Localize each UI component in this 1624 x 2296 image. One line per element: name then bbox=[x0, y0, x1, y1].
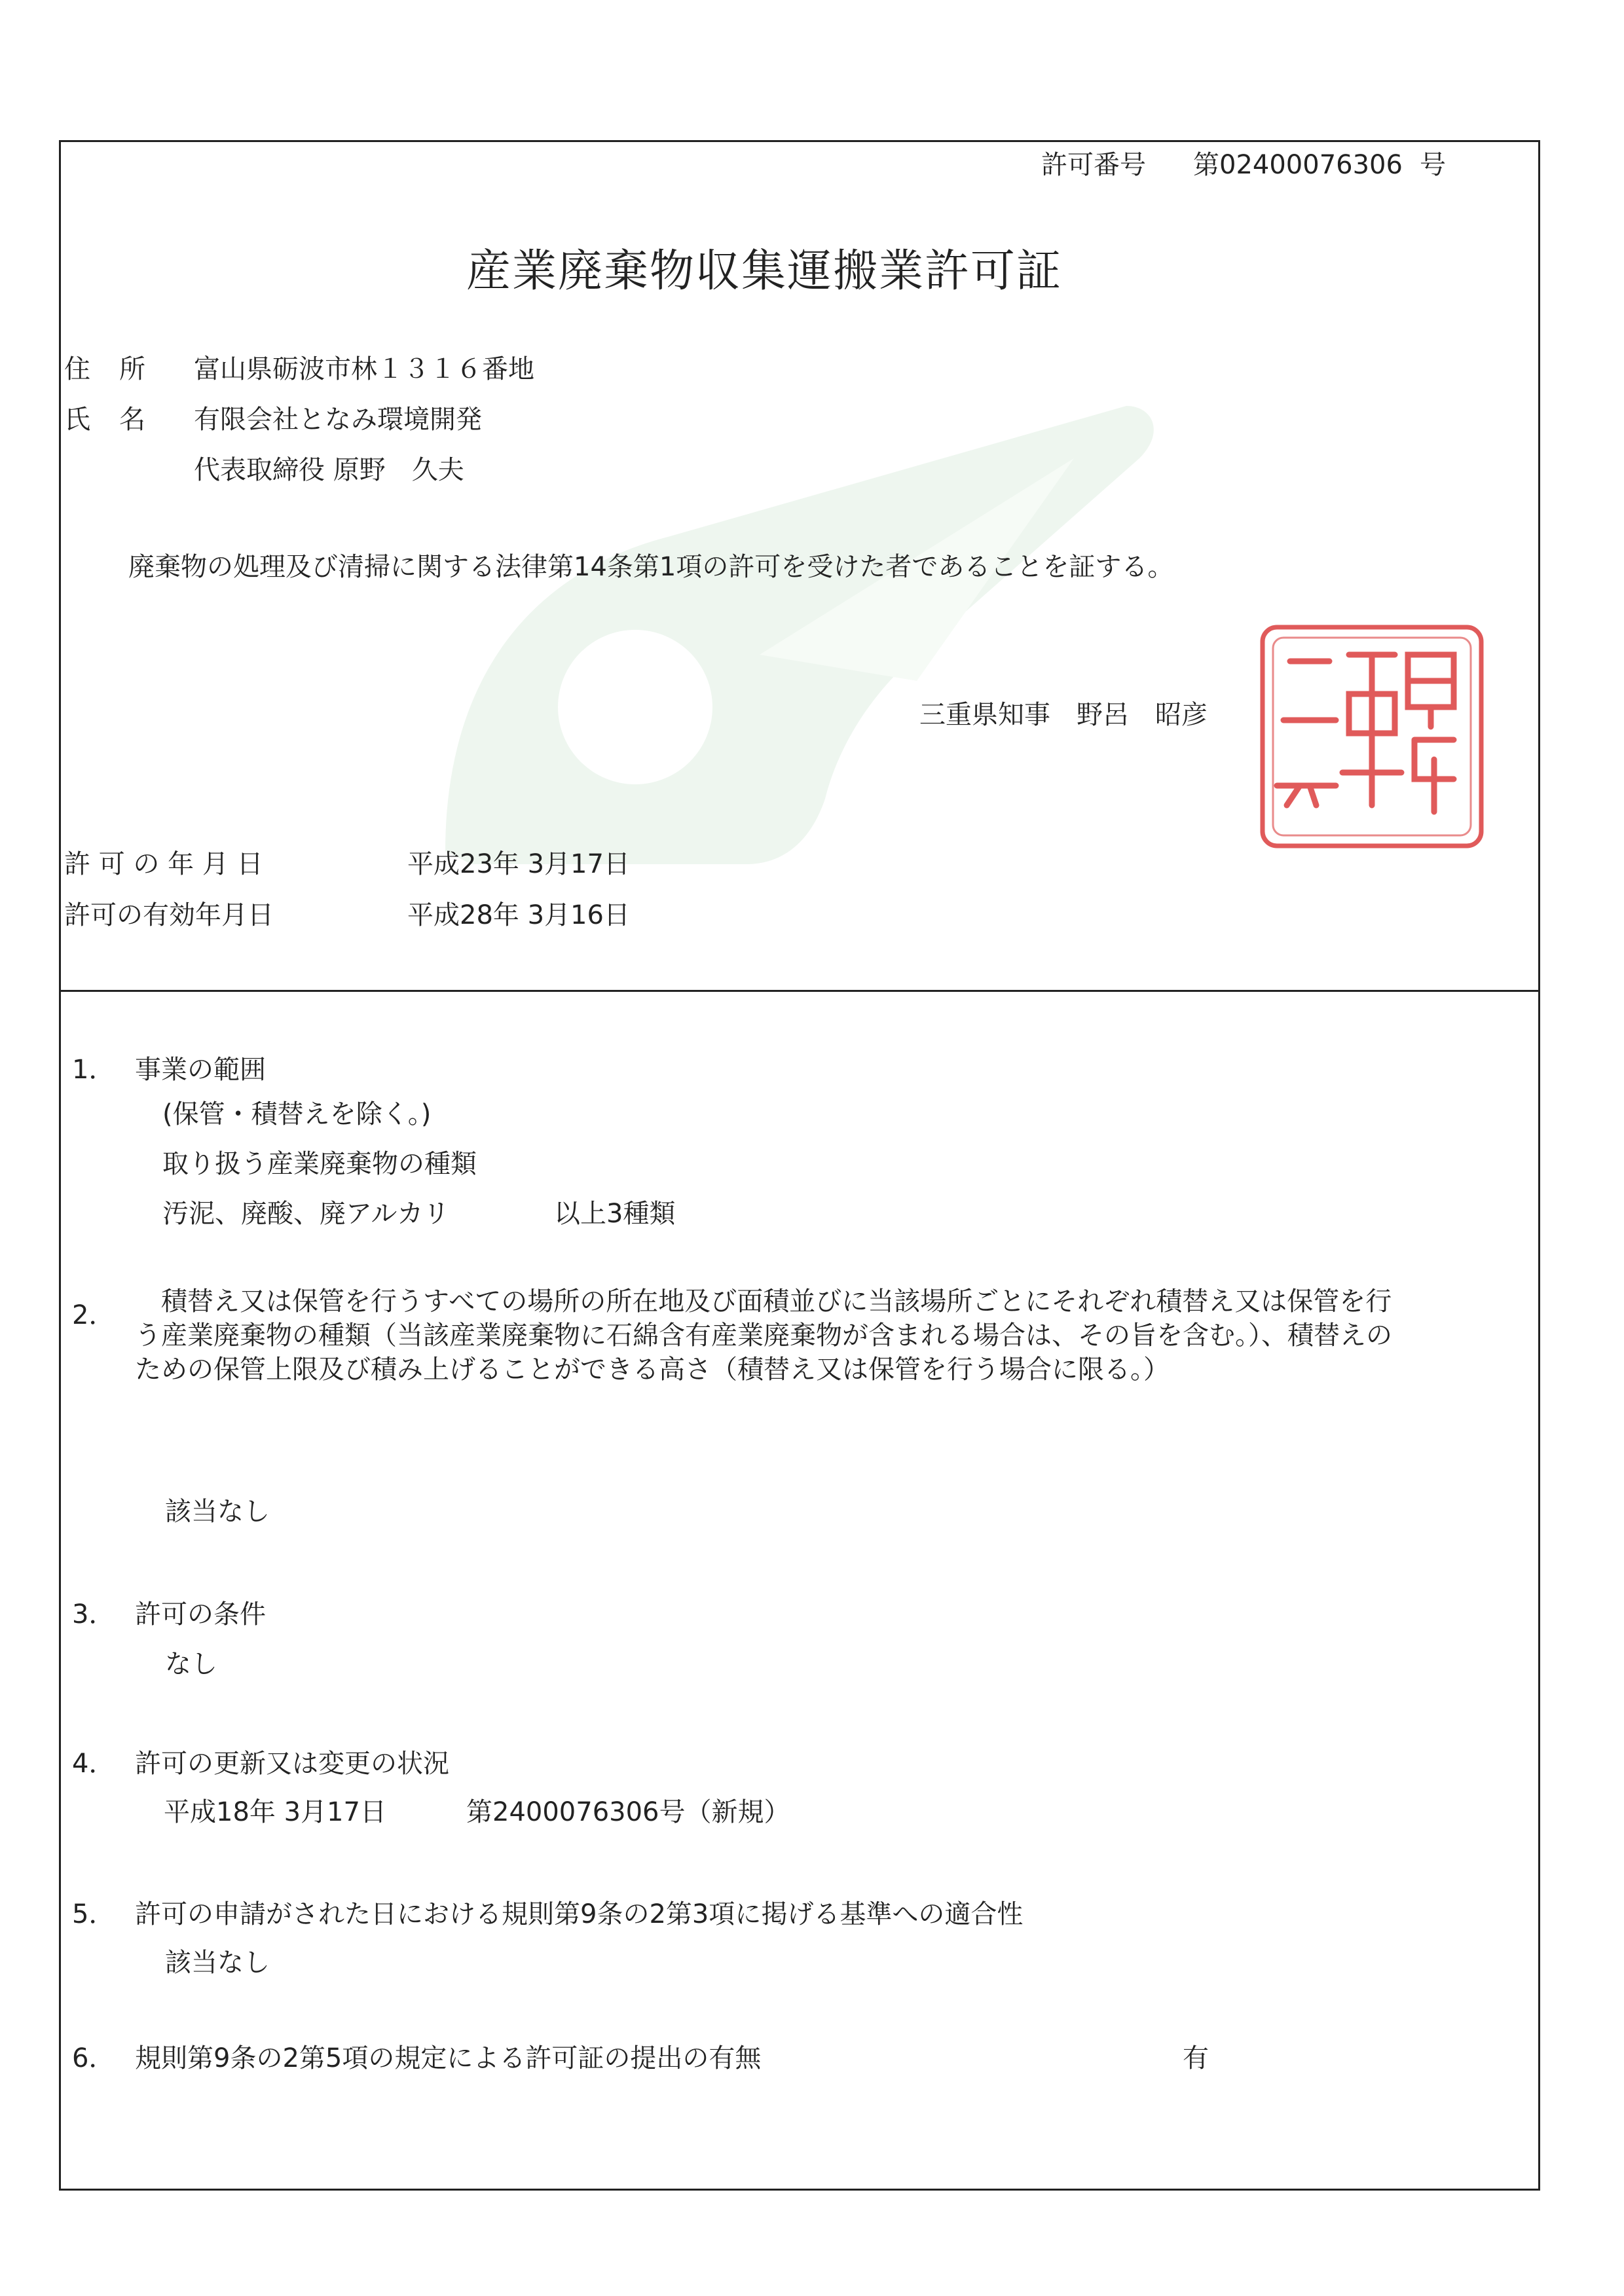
section-1-number: 1． bbox=[72, 1055, 115, 1085]
section-6-title: 規則第9条の2第5項の規定による許可証の提出の有無 bbox=[135, 2043, 762, 2073]
name-label-1: 氏 bbox=[64, 405, 90, 435]
section-1-line: 取り扱う産業廃棄物の種類 bbox=[162, 1149, 477, 1179]
section-1-line: (保管・積替えを除く。) bbox=[162, 1099, 432, 1129]
section-1-title: 事業の範囲 bbox=[135, 1055, 266, 1085]
section-2-text: 積替え又は保管を行うすべての場所の所在地及び面積並びに当該場所ごとにそれぞれ積替え又は保管を行う産業廃棄物の種類（当該産業廃棄物に石綿含有産業廃棄物が含まれる場合は、その旨を含む。）、積替えのための保管上限及び積み上げることができる高さ（積替え又は保管を行う場合に限る。） bbox=[135, 1286, 1392, 1385]
permit-date-label: 許 可 の 年 月 日 bbox=[64, 849, 263, 879]
section-4-number: 4． bbox=[72, 1749, 115, 1779]
address-label-2: 所 bbox=[119, 354, 145, 384]
section-5-number: 5． bbox=[72, 1899, 115, 1929]
expiry-date-value: 平成28年 3月16日 bbox=[407, 900, 630, 930]
section-1-waste-types: 汚泥、廃酸、廃アルカリ bbox=[162, 1199, 450, 1229]
section-4-date: 平成18年 3月17日 bbox=[164, 1797, 386, 1827]
expiry-date-label: 許可の有効年月日 bbox=[64, 900, 274, 930]
section-4-title: 許可の更新又は変更の状況 bbox=[135, 1749, 449, 1779]
permit-number-label: 許可番号 bbox=[1041, 150, 1146, 180]
section-4-number-text: 第2400076306号（新規） bbox=[466, 1797, 790, 1827]
section-1-count: 以上3種類 bbox=[554, 1199, 676, 1229]
official-seal bbox=[1257, 622, 1486, 851]
representative-name: 代表取締役 原野 久夫 bbox=[194, 455, 464, 485]
permit-number-value: 第02400076306 bbox=[1193, 150, 1403, 180]
certification-statement: 廃棄物の処理及び清掃に関する法律第14条第1項の許可を受けた者であることを証する。 bbox=[128, 552, 1174, 582]
name-label-2: 名 bbox=[119, 405, 145, 435]
section-5-title: 許可の申請がされた日における規則第9条の2第3項に掲げる基準への適合性 bbox=[135, 1899, 1024, 1929]
section-2-number: 2． bbox=[72, 1300, 115, 1330]
section-3-value: なし bbox=[165, 1649, 217, 1679]
issuer-name: 三重県知事 野呂 昭彦 bbox=[919, 700, 1208, 730]
section-3-number: 3． bbox=[72, 1599, 115, 1630]
document-title: 産業廃棄物収集運搬業許可証 bbox=[466, 246, 1063, 297]
section-3-title: 許可の条件 bbox=[135, 1599, 266, 1630]
section-6-value: 有 bbox=[1183, 2043, 1209, 2073]
prefecture-emblem-watermark bbox=[419, 380, 1231, 890]
address-label-1: 住 bbox=[64, 354, 90, 384]
section-2-value: 該当なし bbox=[165, 1497, 270, 1527]
section-6-number: 6． bbox=[72, 2043, 115, 2073]
address-value: 富山県砺波市林１３１６番地 bbox=[194, 354, 534, 384]
section-5-value: 該当なし bbox=[165, 1948, 270, 1978]
section-divider bbox=[59, 990, 1540, 992]
company-name: 有限会社となみ環境開発 bbox=[194, 405, 482, 435]
permit-number-suffix: 号 bbox=[1420, 150, 1446, 180]
permit-date-value: 平成23年 3月17日 bbox=[407, 849, 630, 879]
